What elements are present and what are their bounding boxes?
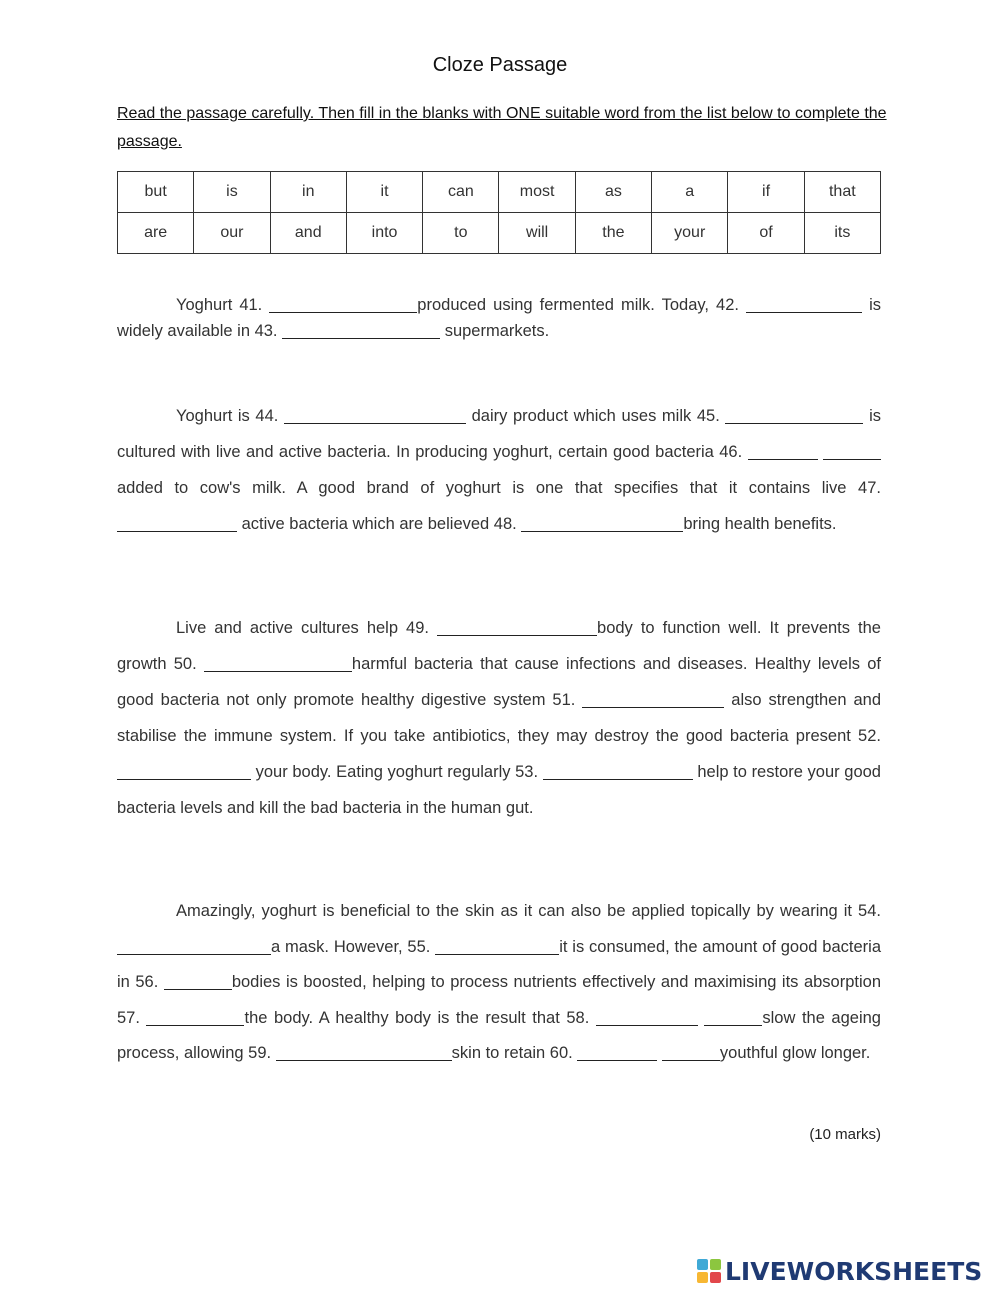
- blank-41[interactable]: [269, 296, 417, 314]
- blank-44[interactable]: [284, 407, 466, 425]
- word-bank-table: [117, 171, 881, 254]
- logo-text: LIVEWORKSHEETS: [725, 1256, 983, 1286]
- blank-46a[interactable]: [748, 443, 818, 461]
- word-bank-cell: are: [118, 213, 194, 254]
- blank-45[interactable]: [725, 407, 863, 425]
- word-bank-cell: your: [652, 213, 728, 254]
- blank-60a[interactable]: [577, 1044, 657, 1062]
- blank-57[interactable]: [146, 1008, 244, 1026]
- word-bank-cell: that: [804, 172, 880, 213]
- word-bank-cell: is: [194, 172, 270, 213]
- paragraph-2: Yoghurt is 44. dairy product which uses milk 45. is cultured with live and active bacteria. In producing yoghurt, certain good bacteria 46. added to cow's milk. A good brand of yoghurt is one that specifies that it contains live 47. active bacteria which are believed 48. bring health benefits.: [117, 407, 881, 533]
- word-bank-row: [118, 172, 881, 213]
- word-bank-cell: and: [270, 213, 346, 254]
- word-bank-cell: into: [346, 213, 422, 254]
- word-bank-cell: a: [652, 172, 728, 213]
- liveworksheets-logo: [697, 1255, 982, 1287]
- paragraph-1: Yoghurt 41. produced using fermented milk. Today, 42. is widely available in 43. supermarkets.: [117, 296, 881, 340]
- blank-42[interactable]: [746, 296, 862, 314]
- word-bank-cell: but: [118, 172, 194, 213]
- word-bank-cell: as: [575, 172, 651, 213]
- blank-43[interactable]: [282, 322, 440, 340]
- blank-48[interactable]: [521, 515, 683, 533]
- blank-58a[interactable]: [596, 1008, 698, 1026]
- logo-blocks-icon: [697, 1259, 721, 1283]
- page-title: Cloze Passage: [432, 54, 568, 76]
- blank-56[interactable]: [164, 973, 232, 991]
- word-bank-cell: its: [804, 213, 880, 254]
- word-bank-cell: most: [499, 172, 575, 213]
- blank-49[interactable]: [437, 619, 597, 637]
- word-bank-cell: our: [194, 213, 270, 254]
- paragraph-4: Amazingly, yoghurt is beneficial to the skin as it can also be applied topically by wearing it 54.a mask. However, 55. it is consumed, the amount of good bacteria in 56. bodies is boosted, helping to process nutrients effectively and maximising its absorption 57. the body. A healthy body is the result that 58. slow the ageing process, allowing 59. skin to retain 60. youthful glow longer.: [117, 902, 881, 1062]
- blank-59[interactable]: [276, 1044, 452, 1062]
- paragraph-3: Live and active cultures help 49. body to function well. It prevents the growth 50. harmful bacteria that cause infections and diseases. Healthy levels of good bacteria not only promote healthy digestive system 51. also strengthen and stabilise the immune system. If you take antibiotics, they may destroy the good bacteria present 52. your body. Eating yoghurt regularly 53. help to restore your good bacteria levels and kill the bad bacteria in the human gut.: [117, 619, 882, 817]
- blank-58b[interactable]: [704, 1008, 762, 1026]
- blank-54[interactable]: [117, 937, 271, 955]
- word-bank-cell: the: [575, 213, 651, 254]
- word-bank-cell: if: [728, 172, 804, 213]
- blank-53[interactable]: [543, 763, 693, 781]
- blank-60b[interactable]: [662, 1044, 720, 1062]
- word-bank-cell: of: [728, 213, 804, 254]
- word-bank-cell: it: [346, 172, 422, 213]
- blank-51[interactable]: [582, 691, 724, 709]
- word-bank-row: [118, 213, 881, 254]
- blank-52[interactable]: [117, 763, 251, 781]
- word-bank-cell: can: [423, 172, 499, 213]
- word-bank-cell: will: [499, 213, 575, 254]
- blank-47[interactable]: [117, 515, 237, 533]
- marks-label: (10 marks): [809, 1126, 881, 1143]
- instructions: Read the passage carefully. Then fill in the blanks with ONE suitable word from the list below to complete the passage.: [117, 105, 887, 150]
- word-bank-cell: to: [423, 213, 499, 254]
- blank-55[interactable]: [435, 937, 559, 955]
- word-bank-cell: in: [270, 172, 346, 213]
- blank-46b[interactable]: [823, 443, 881, 461]
- blank-50[interactable]: [204, 655, 352, 673]
